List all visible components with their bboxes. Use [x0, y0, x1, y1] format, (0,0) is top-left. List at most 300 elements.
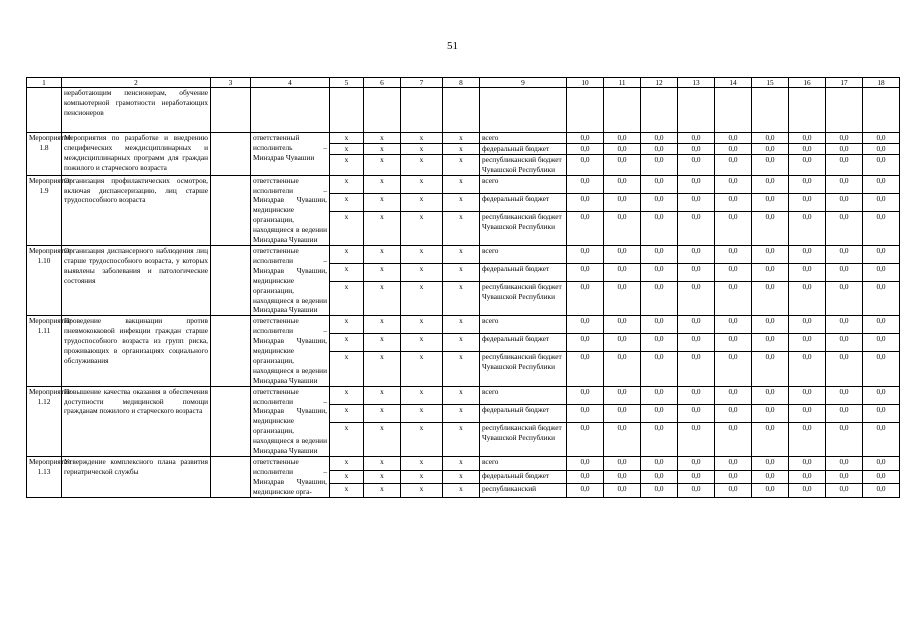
amount-cell: 0,0	[789, 334, 826, 352]
amount-cell: 0,0	[678, 316, 715, 334]
header-cell: 17	[826, 78, 863, 88]
amount-cell: 0,0	[604, 154, 641, 175]
x-mark: x	[401, 245, 443, 263]
funding-source: всего	[480, 386, 567, 404]
amount-cell: 0,0	[789, 245, 826, 263]
amount-cell: 0,0	[863, 404, 900, 422]
empty-cell	[211, 88, 251, 133]
amount-cell: 0,0	[789, 143, 826, 154]
x-mark: x	[330, 133, 364, 144]
empty-cell	[211, 386, 251, 456]
amount-cell: 0,0	[715, 457, 752, 471]
amount-cell: 0,0	[826, 133, 863, 144]
amount-cell: 0,0	[567, 316, 604, 334]
funding-source: республиканский бюджет Чувашской Республики	[480, 352, 567, 386]
funding-source: федеральный бюджет	[480, 143, 567, 154]
x-mark: x	[443, 386, 480, 404]
empty-cell	[863, 88, 900, 133]
x-mark: x	[330, 245, 364, 263]
measure-title: Проведение вакцинации против пневмококковой инфекции граждан старше трудоспособного возраста из групп риска, проживающих в организациях социального обслуживания	[62, 316, 211, 386]
measure-executor: ответственные исполнители – Минздрав Чувашии, медицинские орга-	[251, 457, 330, 498]
empty-cell	[211, 175, 251, 245]
amount-cell: 0,0	[752, 143, 789, 154]
amount-cell: 0,0	[826, 245, 863, 263]
amount-cell: 0,0	[752, 422, 789, 456]
amount-cell: 0,0	[678, 352, 715, 386]
x-mark: x	[401, 386, 443, 404]
measure-executor: ответственные исполнители – Минздрав Чувашии, медицинские организации, находящиеся в ведении Минздрава Чувашии	[251, 175, 330, 245]
amount-cell: 0,0	[789, 422, 826, 456]
amount-cell: 0,0	[641, 386, 678, 404]
amount-cell: 0,0	[863, 245, 900, 263]
amount-cell: 0,0	[567, 154, 604, 175]
amount-cell: 0,0	[567, 143, 604, 154]
x-mark: x	[443, 316, 480, 334]
amount-cell: 0,0	[678, 422, 715, 456]
measure-title: Мероприятия по разработке и внедрению специфических междисциплинарных и междисциплинарных программ для граждан пожилого и старческого возраста	[62, 133, 211, 176]
empty-cell	[364, 88, 401, 133]
amount-cell: 0,0	[567, 422, 604, 456]
amount-cell: 0,0	[826, 211, 863, 245]
amount-cell: 0,0	[604, 133, 641, 144]
amount-cell: 0,0	[826, 352, 863, 386]
page-number: 51	[447, 40, 458, 52]
amount-cell: 0,0	[863, 352, 900, 386]
x-mark: x	[364, 352, 401, 386]
header-cell: 14	[715, 78, 752, 88]
amount-cell: 0,0	[863, 457, 900, 471]
amount-cell: 0,0	[789, 316, 826, 334]
x-mark: x	[330, 334, 364, 352]
amount-cell: 0,0	[678, 404, 715, 422]
x-mark: x	[443, 175, 480, 193]
amount-cell: 0,0	[604, 193, 641, 211]
amount-cell: 0,0	[863, 263, 900, 281]
header-cell: 16	[789, 78, 826, 88]
amount-cell: 0,0	[641, 484, 678, 498]
funding-row	[27, 316, 900, 334]
amount-cell: 0,0	[678, 484, 715, 498]
amount-cell: 0,0	[567, 281, 604, 315]
x-mark: x	[364, 193, 401, 211]
amount-cell: 0,0	[715, 133, 752, 144]
amount-cell: 0,0	[567, 386, 604, 404]
continuation-row	[27, 88, 900, 133]
amount-cell: 0,0	[715, 263, 752, 281]
amount-cell: 0,0	[567, 175, 604, 193]
amount-cell: 0,0	[715, 175, 752, 193]
measure-executor: ответственные исполнители – Минздрав Чувашии, медицинские организации, находящиеся в ведении Минздрава Чувашии	[251, 386, 330, 456]
x-mark: x	[364, 245, 401, 263]
amount-cell: 0,0	[752, 175, 789, 193]
amount-cell: 0,0	[604, 316, 641, 334]
amount-cell: 0,0	[567, 133, 604, 144]
amount-cell: 0,0	[678, 263, 715, 281]
x-mark: x	[364, 484, 401, 498]
funding-row	[27, 245, 900, 263]
measure-title: Повышение качества оказания в обеспечения доступности медицинской помощи гражданам пожилого и старческого возраста	[62, 386, 211, 456]
amount-cell: 0,0	[826, 175, 863, 193]
amount-cell: 0,0	[863, 316, 900, 334]
measure-title: Организация диспансерного наблюдения лиц старше трудоспособного возраста, у которых выявлены заболевания и патологические состояния	[62, 245, 211, 315]
measure-label: Мероприятие 1.11	[27, 316, 62, 386]
x-mark: x	[401, 211, 443, 245]
amount-cell: 0,0	[826, 404, 863, 422]
amount-cell: 0,0	[604, 143, 641, 154]
amount-cell: 0,0	[678, 143, 715, 154]
funding-source: всего	[480, 457, 567, 471]
x-mark: x	[443, 211, 480, 245]
x-mark: x	[401, 133, 443, 144]
amount-cell: 0,0	[826, 470, 863, 484]
x-mark: x	[401, 334, 443, 352]
amount-cell: 0,0	[604, 457, 641, 471]
amount-cell: 0,0	[641, 263, 678, 281]
funding-source: всего	[480, 245, 567, 263]
empty-cell	[211, 457, 251, 498]
amount-cell: 0,0	[789, 484, 826, 498]
x-mark: x	[330, 316, 364, 334]
amount-cell: 0,0	[641, 281, 678, 315]
amount-cell: 0,0	[567, 352, 604, 386]
x-mark: x	[364, 316, 401, 334]
amount-cell: 0,0	[826, 386, 863, 404]
x-mark: x	[364, 386, 401, 404]
funding-source: федеральный бюджет	[480, 404, 567, 422]
x-mark: x	[401, 352, 443, 386]
amount-cell: 0,0	[641, 334, 678, 352]
x-mark: x	[364, 143, 401, 154]
header-cell: 9	[480, 78, 567, 88]
amount-cell: 0,0	[678, 245, 715, 263]
amount-cell: 0,0	[789, 211, 826, 245]
amount-cell: 0,0	[715, 143, 752, 154]
header-cell: 1	[27, 78, 62, 88]
amount-cell: 0,0	[863, 193, 900, 211]
amount-cell: 0,0	[715, 484, 752, 498]
amount-cell: 0,0	[715, 154, 752, 175]
header-cell: 5	[330, 78, 364, 88]
x-mark: x	[364, 263, 401, 281]
amount-cell: 0,0	[641, 193, 678, 211]
x-mark: x	[330, 404, 364, 422]
x-mark: x	[443, 352, 480, 386]
amount-cell: 0,0	[752, 133, 789, 144]
measure-label: Мероприятие 1.13	[27, 457, 62, 498]
amount-cell: 0,0	[567, 334, 604, 352]
amount-cell: 0,0	[789, 457, 826, 471]
amount-cell: 0,0	[604, 263, 641, 281]
x-mark: x	[443, 245, 480, 263]
x-mark: x	[401, 316, 443, 334]
amount-cell: 0,0	[567, 470, 604, 484]
amount-cell: 0,0	[641, 457, 678, 471]
amount-cell: 0,0	[678, 281, 715, 315]
measure-label: Мероприятие 1.8	[27, 133, 62, 176]
header-cell: 2	[62, 78, 211, 88]
header-cell: 10	[567, 78, 604, 88]
measure-executor: ответственный исполнитель – Минздрав Чувашии	[251, 133, 330, 176]
amount-cell: 0,0	[567, 404, 604, 422]
amount-cell: 0,0	[678, 470, 715, 484]
amount-cell: 0,0	[752, 263, 789, 281]
x-mark: x	[443, 457, 480, 471]
x-mark: x	[401, 154, 443, 175]
empty-cell	[211, 245, 251, 315]
amount-cell: 0,0	[641, 175, 678, 193]
amount-cell: 0,0	[752, 386, 789, 404]
amount-cell: 0,0	[752, 470, 789, 484]
x-mark: x	[401, 470, 443, 484]
empty-cell	[715, 88, 752, 133]
empty-cell	[211, 316, 251, 386]
program-table	[26, 77, 900, 498]
amount-cell: 0,0	[863, 154, 900, 175]
x-mark: x	[443, 484, 480, 498]
x-mark: x	[364, 175, 401, 193]
amount-cell: 0,0	[604, 470, 641, 484]
amount-cell: 0,0	[604, 386, 641, 404]
funding-row	[27, 133, 900, 144]
amount-cell: 0,0	[826, 193, 863, 211]
amount-cell: 0,0	[826, 457, 863, 471]
amount-cell: 0,0	[752, 281, 789, 315]
funding-source: федеральный бюджет	[480, 193, 567, 211]
amount-cell: 0,0	[604, 484, 641, 498]
amount-cell: 0,0	[567, 484, 604, 498]
header-cell: 7	[401, 78, 443, 88]
amount-cell: 0,0	[715, 211, 752, 245]
x-mark: x	[364, 470, 401, 484]
amount-cell: 0,0	[641, 352, 678, 386]
amount-cell: 0,0	[863, 422, 900, 456]
amount-cell: 0,0	[641, 143, 678, 154]
empty-cell	[443, 88, 480, 133]
x-mark: x	[364, 404, 401, 422]
empty-cell	[480, 88, 567, 133]
amount-cell: 0,0	[641, 133, 678, 144]
header-cell: 6	[364, 78, 401, 88]
header-cell: 12	[641, 78, 678, 88]
amount-cell: 0,0	[752, 245, 789, 263]
x-mark: x	[364, 154, 401, 175]
x-mark: x	[364, 133, 401, 144]
funding-source: республиканский	[480, 484, 567, 498]
measure-executor: ответственные исполнители – Минздрав Чувашии, медицинские организации, находящиеся в ведении Минздрава Чувашии	[251, 316, 330, 386]
x-mark: x	[443, 334, 480, 352]
x-mark: x	[330, 263, 364, 281]
empty-cell	[752, 88, 789, 133]
empty-cell	[641, 88, 678, 133]
x-mark: x	[401, 457, 443, 471]
amount-cell: 0,0	[715, 352, 752, 386]
amount-cell: 0,0	[604, 281, 641, 315]
amount-cell: 0,0	[789, 133, 826, 144]
x-mark: x	[401, 484, 443, 498]
amount-cell: 0,0	[826, 154, 863, 175]
x-mark: x	[443, 193, 480, 211]
x-mark: x	[443, 263, 480, 281]
x-mark: x	[330, 484, 364, 498]
amount-cell: 0,0	[752, 484, 789, 498]
x-mark: x	[401, 281, 443, 315]
amount-cell: 0,0	[567, 211, 604, 245]
funding-source: республиканский бюджет Чувашской Республики	[480, 154, 567, 175]
x-mark: x	[401, 422, 443, 456]
header-cell: 15	[752, 78, 789, 88]
amount-cell: 0,0	[789, 263, 826, 281]
amount-cell: 0,0	[863, 281, 900, 315]
empty-cell	[604, 88, 641, 133]
measure-title: Утверждение комплексного плана развития гериатрической службы	[62, 457, 211, 498]
amount-cell: 0,0	[715, 422, 752, 456]
amount-cell: 0,0	[678, 133, 715, 144]
table-body	[27, 78, 900, 498]
x-mark: x	[364, 334, 401, 352]
amount-cell: 0,0	[752, 334, 789, 352]
amount-cell: 0,0	[641, 470, 678, 484]
header-cell: 13	[678, 78, 715, 88]
x-mark: x	[330, 470, 364, 484]
x-mark: x	[330, 352, 364, 386]
funding-source: федеральный бюджет	[480, 263, 567, 281]
amount-cell: 0,0	[715, 404, 752, 422]
empty-cell	[826, 88, 863, 133]
amount-cell: 0,0	[826, 316, 863, 334]
amount-cell: 0,0	[678, 193, 715, 211]
amount-cell: 0,0	[789, 175, 826, 193]
amount-cell: 0,0	[752, 352, 789, 386]
amount-cell: 0,0	[678, 175, 715, 193]
empty-cell	[211, 133, 251, 176]
amount-cell: 0,0	[752, 316, 789, 334]
header-cell: 3	[211, 78, 251, 88]
measure-label: Мероприятие 1.10	[27, 245, 62, 315]
amount-cell: 0,0	[604, 175, 641, 193]
amount-cell: 0,0	[567, 457, 604, 471]
amount-cell: 0,0	[789, 470, 826, 484]
amount-cell: 0,0	[826, 143, 863, 154]
amount-cell: 0,0	[567, 263, 604, 281]
x-mark: x	[401, 143, 443, 154]
x-mark: x	[330, 457, 364, 471]
amount-cell: 0,0	[863, 175, 900, 193]
funding-source: республиканский бюджет Чувашской Республики	[480, 422, 567, 456]
measure-label: Мероприятие 1.12	[27, 386, 62, 456]
amount-cell: 0,0	[715, 470, 752, 484]
empty-cell	[251, 88, 330, 133]
measure-label: Мероприятие 1.9	[27, 175, 62, 245]
amount-cell: 0,0	[826, 334, 863, 352]
amount-cell: 0,0	[826, 422, 863, 456]
amount-cell: 0,0	[789, 352, 826, 386]
amount-cell: 0,0	[604, 422, 641, 456]
funding-source: всего	[480, 175, 567, 193]
amount-cell: 0,0	[752, 193, 789, 211]
amount-cell: 0,0	[789, 193, 826, 211]
x-mark: x	[443, 143, 480, 154]
amount-cell: 0,0	[678, 211, 715, 245]
amount-cell: 0,0	[604, 352, 641, 386]
amount-cell: 0,0	[789, 386, 826, 404]
x-mark: x	[330, 143, 364, 154]
x-mark: x	[364, 211, 401, 245]
funding-source: федеральный бюджет	[480, 334, 567, 352]
x-mark: x	[443, 281, 480, 315]
amount-cell: 0,0	[826, 263, 863, 281]
amount-cell: 0,0	[863, 143, 900, 154]
amount-cell: 0,0	[863, 211, 900, 245]
empty-cell	[330, 88, 364, 133]
empty-cell	[789, 88, 826, 133]
amount-cell: 0,0	[567, 193, 604, 211]
x-mark: x	[401, 175, 443, 193]
amount-cell: 0,0	[715, 245, 752, 263]
amount-cell: 0,0	[826, 484, 863, 498]
amount-cell: 0,0	[678, 386, 715, 404]
amount-cell: 0,0	[789, 404, 826, 422]
amount-cell: 0,0	[678, 334, 715, 352]
amount-cell: 0,0	[789, 154, 826, 175]
continuation-text: неработающим пенсионерам, обучение компьютерной грамотности неработающих пенсионеров	[62, 88, 211, 133]
amount-cell: 0,0	[641, 154, 678, 175]
amount-cell: 0,0	[604, 404, 641, 422]
x-mark: x	[364, 457, 401, 471]
amount-cell: 0,0	[752, 211, 789, 245]
x-mark: x	[330, 386, 364, 404]
amount-cell: 0,0	[641, 211, 678, 245]
x-mark: x	[443, 133, 480, 144]
x-mark: x	[330, 422, 364, 456]
amount-cell: 0,0	[641, 245, 678, 263]
x-mark: x	[330, 193, 364, 211]
empty-cell	[27, 88, 62, 133]
header-cell: 4	[251, 78, 330, 88]
x-mark: x	[364, 422, 401, 456]
amount-cell: 0,0	[715, 193, 752, 211]
amount-cell: 0,0	[641, 316, 678, 334]
x-mark: x	[330, 154, 364, 175]
x-mark: x	[401, 193, 443, 211]
amount-cell: 0,0	[863, 386, 900, 404]
amount-cell: 0,0	[715, 386, 752, 404]
x-mark: x	[401, 404, 443, 422]
amount-cell: 0,0	[567, 245, 604, 263]
funding-source: всего	[480, 316, 567, 334]
x-mark: x	[401, 263, 443, 281]
measure-title: Организация профилактических осмотров, включая диспансеризацию, лиц старше трудоспособного возраста	[62, 175, 211, 245]
amount-cell: 0,0	[863, 484, 900, 498]
measure-executor: ответственные исполнители – Минздрав Чувашии, медицинские организации, находящиеся в ведении Минздрава Чувашии	[251, 245, 330, 315]
header-row	[27, 78, 900, 88]
funding-source: республиканский бюджет Чувашской Республики	[480, 211, 567, 245]
x-mark: x	[443, 470, 480, 484]
amount-cell: 0,0	[678, 457, 715, 471]
empty-cell	[567, 88, 604, 133]
amount-cell: 0,0	[789, 281, 826, 315]
x-mark: x	[443, 422, 480, 456]
x-mark: x	[330, 175, 364, 193]
amount-cell: 0,0	[715, 281, 752, 315]
amount-cell: 0,0	[715, 334, 752, 352]
amount-cell: 0,0	[604, 334, 641, 352]
amount-cell: 0,0	[826, 281, 863, 315]
x-mark: x	[364, 281, 401, 315]
x-mark: x	[443, 404, 480, 422]
amount-cell: 0,0	[863, 133, 900, 144]
header-cell: 8	[443, 78, 480, 88]
amount-cell: 0,0	[752, 404, 789, 422]
